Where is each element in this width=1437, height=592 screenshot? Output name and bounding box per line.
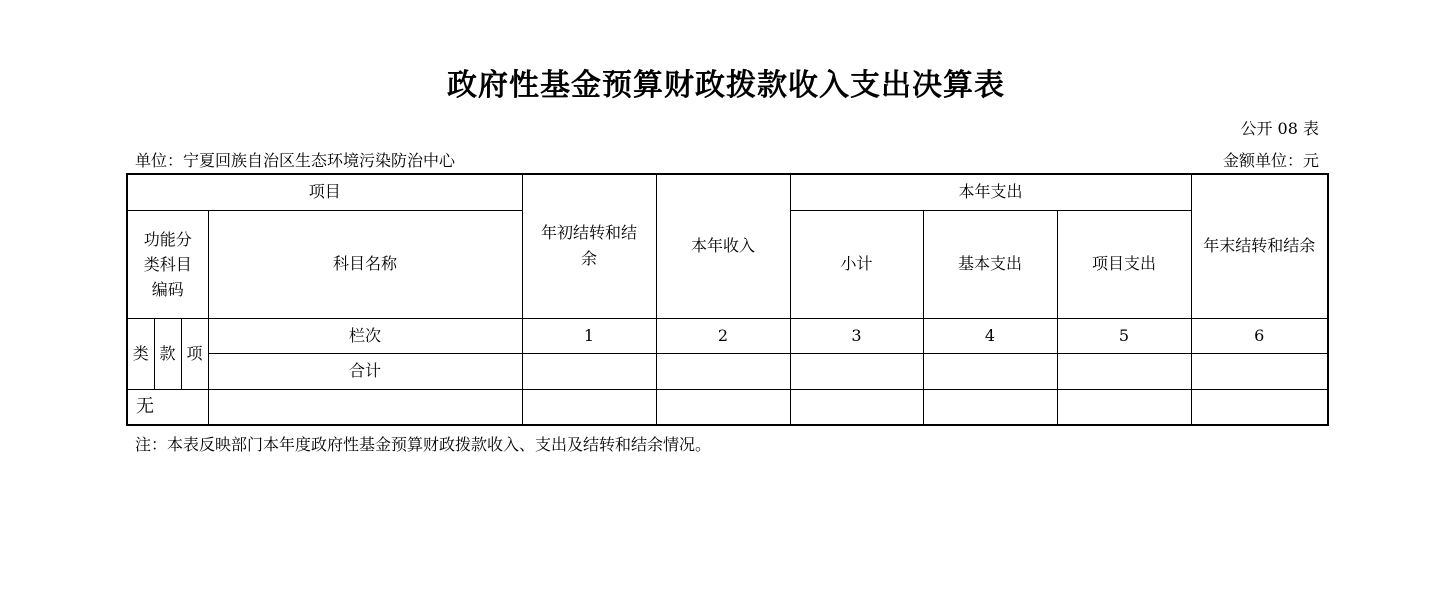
footnote: 注：本表反映部门本年度政府性基金预算财政拨款收入、支出及结转和结余情况。 <box>135 435 712 454</box>
header-basic: 基本支出 <box>923 210 1057 318</box>
header-subtotal: 小计 <box>790 210 923 318</box>
data-cell <box>208 389 522 425</box>
total-cell <box>923 353 1057 389</box>
column-number-1: 1 <box>522 318 656 353</box>
header-income: 本年收入 <box>656 174 790 318</box>
data-cell <box>923 389 1057 425</box>
total-label: 合计 <box>208 353 522 389</box>
data-cell <box>1191 389 1328 425</box>
total-cell <box>522 353 656 389</box>
column-number-5: 5 <box>1057 318 1191 353</box>
header-func-code <box>127 210 208 318</box>
column-number-4: 4 <box>923 318 1057 353</box>
budget-table <box>126 173 1329 426</box>
data-cell <box>656 389 790 425</box>
data-cell <box>522 389 656 425</box>
data-cell <box>1057 389 1191 425</box>
total-cell <box>1057 353 1191 389</box>
total-cell <box>1191 353 1328 389</box>
header-begin-balance <box>522 174 656 318</box>
header-expense: 本年支出 <box>790 174 1191 210</box>
header-kuan: 款 <box>154 318 181 389</box>
header-begin-balance-label: 年初结转和结余 <box>541 223 638 269</box>
header-end-balance: 年末结转和结余 <box>1191 174 1328 318</box>
column-number-2: 2 <box>656 318 790 353</box>
empty-row-label: 无 <box>127 389 208 425</box>
header-item: 项目 <box>127 174 522 210</box>
empty-row <box>127 389 1328 425</box>
total-cell <box>656 353 790 389</box>
header-xiang: 项 <box>181 318 208 389</box>
data-cell <box>790 389 923 425</box>
header-row-1 <box>127 174 1328 210</box>
total-cell <box>790 353 923 389</box>
total-row <box>127 353 1328 389</box>
page-title: 政府性基金预算财政拨款收入支出决算表 <box>447 68 1005 103</box>
form-number: 公开 08 表 <box>1240 119 1319 138</box>
header-lei: 类 <box>127 318 154 389</box>
column-number-row <box>127 318 1328 353</box>
column-number-6: 6 <box>1191 318 1328 353</box>
column-number-3: 3 <box>790 318 923 353</box>
header-subject-name: 科目名称 <box>208 210 522 318</box>
money-unit-label: 金额单位：元 <box>1222 151 1319 170</box>
header-project: 项目支出 <box>1057 210 1191 318</box>
header-func-code-label: 功能分类科目编码 <box>143 229 192 299</box>
column-label: 栏次 <box>208 318 522 353</box>
unit-label: 单位：宁夏回族自治区生态环境污染防治中心 <box>135 151 456 170</box>
